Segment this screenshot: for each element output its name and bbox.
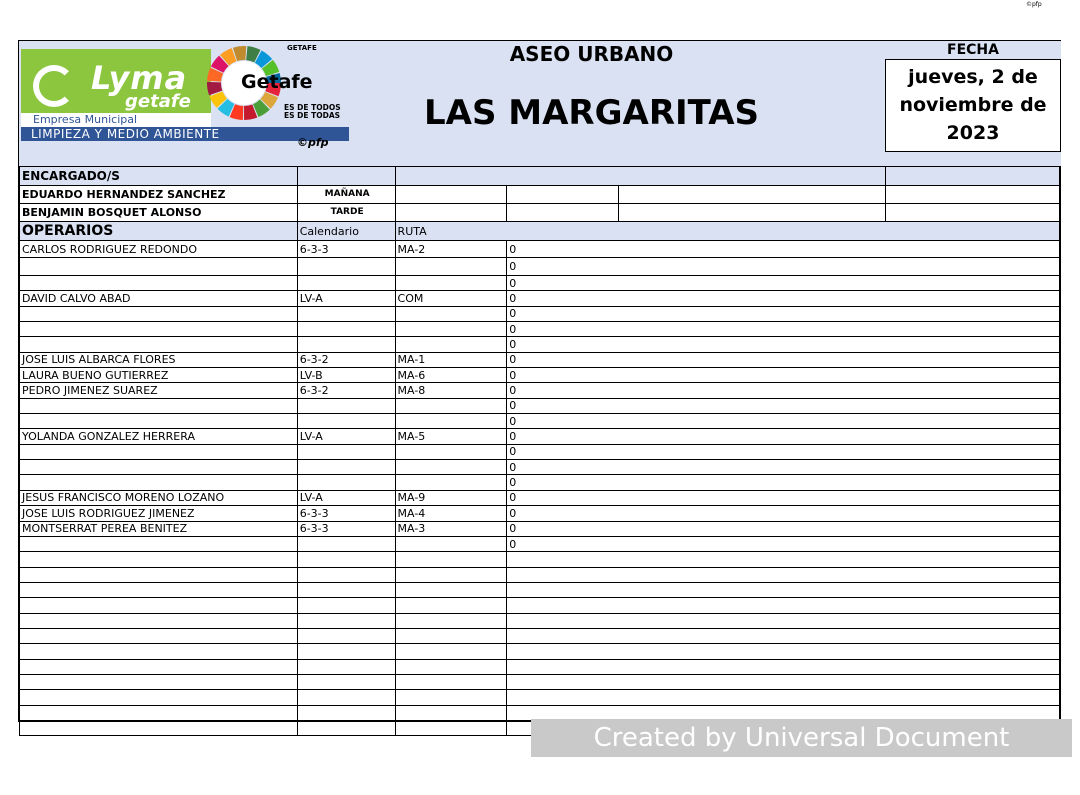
operario-value (507, 659, 1060, 674)
operario-calendario: LV-A (297, 490, 395, 505)
operario-value: 0 (507, 276, 1060, 291)
operario-ruta: MA-1 (395, 352, 507, 367)
operario-name: DAVID CALVO ABAD (20, 291, 298, 306)
encargado-turno: MAÑANA (297, 186, 395, 204)
operario-ruta (395, 460, 507, 475)
schedule-table (19, 166, 1060, 736)
pfp-mark: ©pfp (297, 136, 329, 149)
operario-value: 0 (507, 398, 1060, 413)
operario-name (20, 582, 298, 597)
fecha-line-3: 2023 (946, 122, 1000, 144)
col-ruta: RUTA (395, 222, 1059, 241)
operario-value: 0 (507, 475, 1060, 490)
operario-row (20, 429, 1060, 444)
operario-row (20, 567, 1060, 582)
operario-ruta (395, 690, 507, 705)
operario-name: PEDRO JIMENEZ SUAREZ (20, 383, 298, 398)
ayuntamiento-label: GETAFE (287, 44, 317, 52)
operario-calendario (297, 720, 395, 735)
operario-value (507, 598, 1060, 613)
operario-row (20, 241, 1060, 258)
operario-calendario (297, 322, 395, 337)
operario-value: 0 (507, 383, 1060, 398)
operario-value: 0 (507, 306, 1060, 321)
operario-value: 0 (507, 521, 1060, 536)
operario-ruta: MA-8 (395, 383, 507, 398)
operario-ruta (395, 582, 507, 597)
operario-calendario (297, 536, 395, 551)
operario-ruta: MA-5 (395, 429, 507, 444)
fecha-value (885, 59, 1061, 152)
operario-calendario: LV-A (297, 429, 395, 444)
operario-row (20, 628, 1060, 643)
operario-value: 0 (507, 337, 1060, 352)
encargados-header-row (20, 167, 1060, 186)
operario-value: 0 (507, 536, 1060, 551)
operario-name (20, 552, 298, 567)
operario-calendario (297, 444, 395, 459)
operario-row (20, 490, 1060, 505)
operario-calendario (297, 414, 395, 429)
operario-ruta (395, 258, 507, 276)
operario-row (20, 444, 1060, 459)
operario-row (20, 598, 1060, 613)
operario-calendario (297, 582, 395, 597)
operario-name (20, 276, 298, 291)
encargado-row (20, 204, 1060, 222)
corner-mark: ©pfp (1026, 1, 1042, 8)
encargado-row (20, 186, 1060, 204)
operario-value: 0 (507, 444, 1060, 459)
operario-value: 0 (507, 490, 1060, 505)
operario-row (20, 659, 1060, 674)
operario-ruta (395, 398, 507, 413)
operario-name (20, 306, 298, 321)
operario-name (20, 258, 298, 276)
operario-name: JOSE LUIS RODRIGUEZ JIMENEZ (20, 506, 298, 521)
operario-row (20, 475, 1060, 490)
operario-row (20, 398, 1060, 413)
operario-value (507, 644, 1060, 659)
fecha-line-2: noviembre de (899, 94, 1047, 116)
operario-row (20, 414, 1060, 429)
operario-row (20, 582, 1060, 597)
operario-calendario (297, 690, 395, 705)
operario-calendario (297, 306, 395, 321)
operario-name (20, 705, 298, 720)
operario-calendario: 6-3-3 (297, 241, 395, 258)
encargado-name: EDUARDO HERNANDEZ SANCHEZ (20, 186, 298, 204)
operario-ruta (395, 337, 507, 352)
operario-calendario (297, 460, 395, 475)
operario-name (20, 644, 298, 659)
encargados-label: ENCARGADO/S (20, 167, 298, 186)
operario-calendario (297, 659, 395, 674)
operario-name (20, 613, 298, 628)
operario-value (507, 690, 1060, 705)
operario-calendario (297, 337, 395, 352)
operario-row (20, 352, 1060, 367)
operario-name (20, 659, 298, 674)
operario-row (20, 552, 1060, 567)
operario-value (507, 613, 1060, 628)
slogan (284, 104, 341, 120)
operario-value: 0 (507, 352, 1060, 367)
operario-name: MONTSERRAT PEREA BENITEZ (20, 521, 298, 536)
operario-value: 0 (507, 258, 1060, 276)
lyma-wordmark: Lyma (91, 59, 188, 97)
operarios-label: OPERARIOS (20, 222, 298, 241)
operario-name (20, 690, 298, 705)
operario-ruta (395, 705, 507, 720)
operario-calendario: 6-3-2 (297, 352, 395, 367)
operario-calendario (297, 258, 395, 276)
operario-calendario: 6-3-3 (297, 506, 395, 521)
operario-value (507, 552, 1060, 567)
operario-name (20, 536, 298, 551)
operario-row (20, 291, 1060, 306)
operario-calendario (297, 644, 395, 659)
operario-ruta (395, 644, 507, 659)
operario-calendario (297, 475, 395, 490)
operario-ruta: MA-2 (395, 241, 507, 258)
operario-calendario (297, 674, 395, 689)
operario-ruta (395, 322, 507, 337)
operario-ruta (395, 598, 507, 613)
operario-name (20, 398, 298, 413)
operario-name (20, 337, 298, 352)
operario-ruta: MA-6 (395, 368, 507, 383)
operario-name (20, 598, 298, 613)
operario-row (20, 644, 1060, 659)
operario-row (20, 368, 1060, 383)
operario-row (20, 322, 1060, 337)
slogan-line-1: ES DE TODOS (284, 103, 341, 112)
operario-value (507, 582, 1060, 597)
operario-name: YOLANDA GONZALEZ HERRERA (20, 429, 298, 444)
fecha-line-1: jueves, 2 de (908, 66, 1038, 88)
operario-name (20, 322, 298, 337)
operario-name (20, 567, 298, 582)
operario-name (20, 720, 298, 735)
operario-name: JOSE LUIS ALBARCA FLORES (20, 352, 298, 367)
operario-ruta (395, 536, 507, 551)
operario-value: 0 (507, 506, 1060, 521)
operario-row (20, 521, 1060, 536)
operario-name (20, 460, 298, 475)
operario-ruta (395, 276, 507, 291)
operario-ruta (395, 444, 507, 459)
operario-name: LAURA BUENO GUTIERREZ (20, 368, 298, 383)
operario-row (20, 613, 1060, 628)
encargado-turno: TARDE (297, 204, 395, 222)
operario-row (20, 383, 1060, 398)
sheet-header (19, 41, 1061, 167)
operario-calendario: 6-3-3 (297, 521, 395, 536)
slogan-line-2: ES DE TODAS (284, 111, 341, 120)
operario-row (20, 674, 1060, 689)
operario-row (20, 276, 1060, 291)
operario-ruta: MA-9 (395, 490, 507, 505)
operario-ruta: COM (395, 291, 507, 306)
operario-value (507, 628, 1060, 643)
tagline-bar: LIMPIEZA Y MEDIO AMBIENTE (21, 127, 349, 141)
operario-name (20, 628, 298, 643)
operarios-header-row (20, 222, 1060, 241)
operario-ruta (395, 552, 507, 567)
operario-ruta (395, 674, 507, 689)
operario-ruta (395, 659, 507, 674)
operario-name (20, 414, 298, 429)
operario-calendario (297, 552, 395, 567)
operario-ruta: MA-3 (395, 521, 507, 536)
operario-row (20, 337, 1060, 352)
operario-ruta (395, 720, 507, 735)
operario-calendario (297, 613, 395, 628)
operario-name (20, 475, 298, 490)
operario-ruta (395, 306, 507, 321)
operario-calendario (297, 567, 395, 582)
encargado-name: BENJAMIN BOSQUET ALONSO (20, 204, 298, 222)
operario-calendario (297, 628, 395, 643)
operario-row (20, 506, 1060, 521)
converter-watermark: Created by Universal Document Converter (531, 719, 1072, 757)
operario-ruta (395, 613, 507, 628)
operario-ruta (395, 567, 507, 582)
lyma-sub-wordmark: getafe (125, 91, 191, 112)
getafe-city-logo: Getafe (241, 71, 313, 93)
operario-calendario (297, 276, 395, 291)
operario-value: 0 (507, 414, 1060, 429)
operario-calendario (297, 705, 395, 720)
operario-ruta (395, 628, 507, 643)
operario-value (507, 567, 1060, 582)
operario-ruta (395, 414, 507, 429)
col-calendario: Calendario (297, 222, 395, 241)
operario-value: 0 (507, 460, 1060, 475)
fecha-label: FECHA (947, 42, 999, 58)
operario-value (507, 674, 1060, 689)
operario-value: 0 (507, 429, 1060, 444)
operario-name (20, 674, 298, 689)
operario-value: 0 (507, 368, 1060, 383)
operario-name: CARLOS RODRIGUEZ REDONDO (20, 241, 298, 258)
operario-calendario: 6-3-2 (297, 383, 395, 398)
operario-row (20, 536, 1060, 551)
operario-name: JESUS FRANCISCO MORENO LOZANO (20, 490, 298, 505)
operario-name (20, 444, 298, 459)
operario-calendario (297, 398, 395, 413)
operario-row (20, 258, 1060, 276)
operario-ruta (395, 475, 507, 490)
operario-calendario (297, 598, 395, 613)
operario-row (20, 306, 1060, 321)
operario-ruta: MA-4 (395, 506, 507, 521)
operario-row (20, 690, 1060, 705)
page-subtitle: ASEO URBANO (509, 42, 674, 66)
operario-row (20, 460, 1060, 475)
page-title: LAS MARGARITAS (423, 93, 760, 133)
operario-value: 0 (507, 322, 1060, 337)
operario-calendario: LV-B (297, 368, 395, 383)
operario-calendario: LV-A (297, 291, 395, 306)
operario-value: 0 (507, 291, 1060, 306)
operario-value: 0 (507, 241, 1060, 258)
swirl-icon (33, 65, 75, 107)
empresa-label: Empresa Municipal (21, 113, 211, 127)
schedule-sheet (18, 40, 1061, 722)
